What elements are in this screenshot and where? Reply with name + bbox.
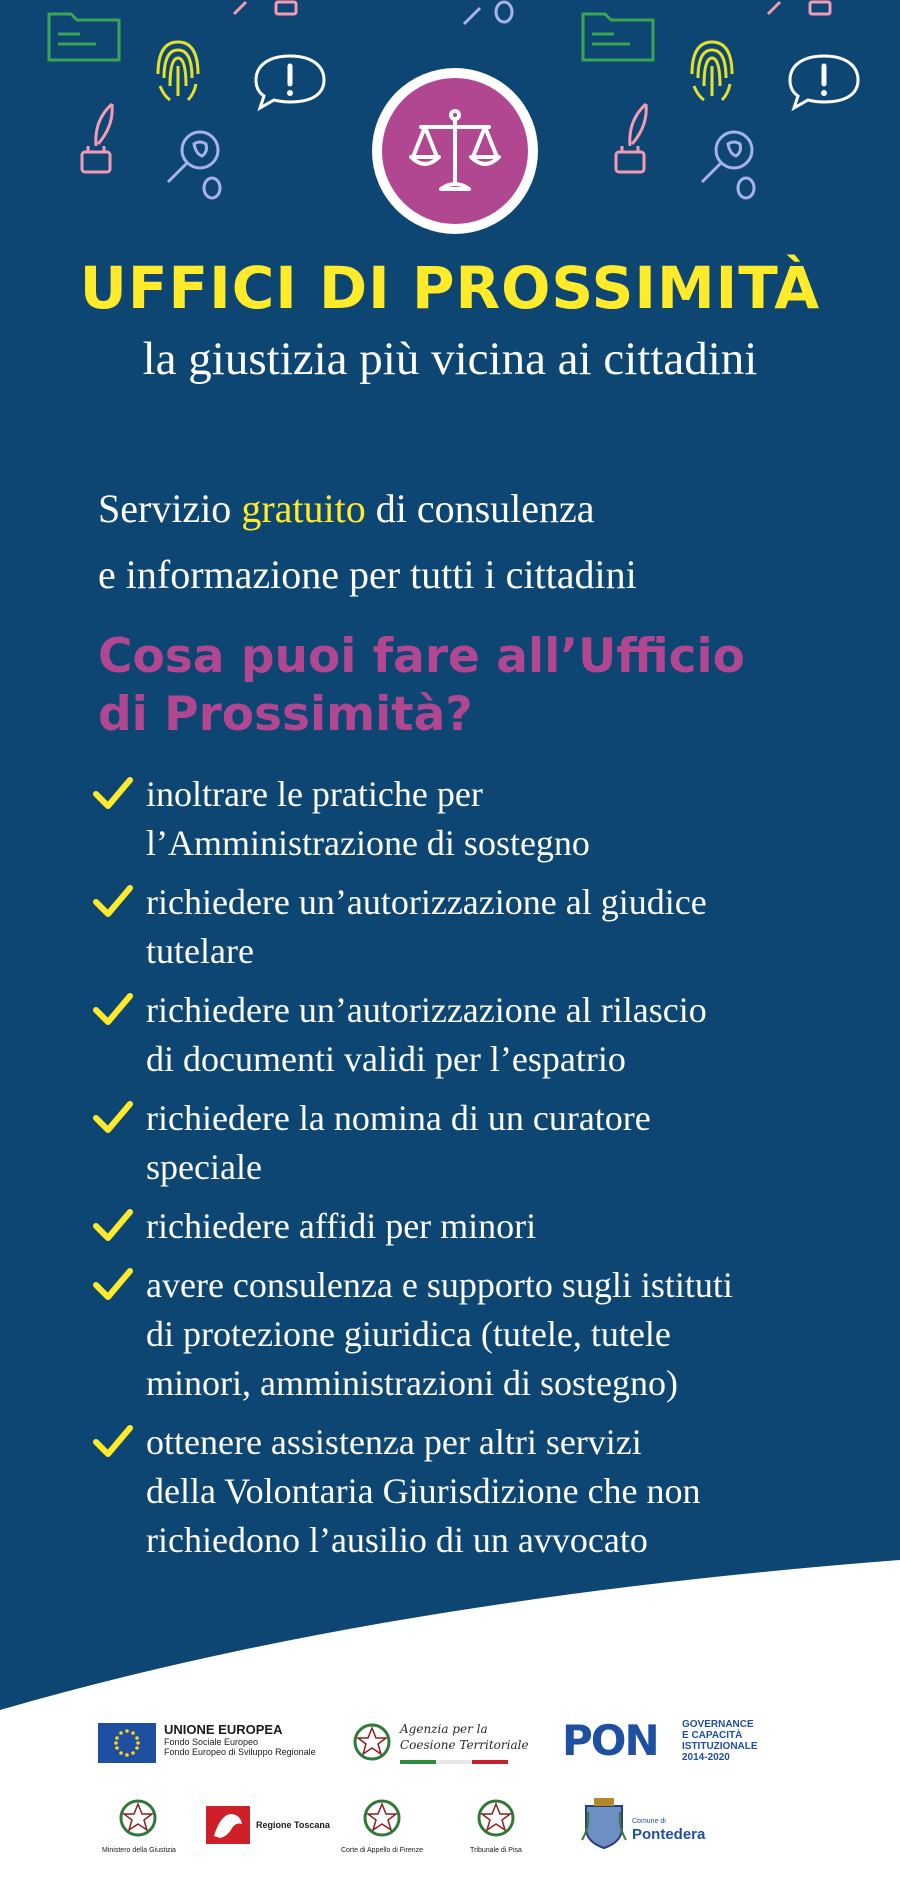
- checkmark-icon: [92, 992, 134, 1028]
- pon-logo: PON: [562, 1716, 658, 1765]
- magnifier-footprint-icon: [460, 0, 520, 30]
- court-appeal-label: Corte di Appello di Firenze: [340, 1847, 424, 1854]
- agency-logo-text: [400, 1721, 529, 1769]
- list-item-line: minori, amministrazioni di sostegno): [146, 1363, 678, 1403]
- region-label: Regione Toscana: [256, 1820, 330, 1830]
- italian-emblem-icon: [118, 1796, 158, 1840]
- list-item-line: richiedere affidi per minori: [146, 1206, 537, 1246]
- regione-toscana-logo: [206, 1806, 250, 1844]
- main-title: UFFICI DI PROSSIMITÀ: [79, 254, 821, 322]
- justice-badge: [372, 68, 538, 234]
- list-item-line: richiedere la nomina di un curatore: [146, 1098, 651, 1138]
- tricolor-bar: [400, 1760, 508, 1765]
- italian-emblem-icon: [476, 1796, 516, 1840]
- list-item-line: di protezione giuridica (tutele, tutele: [146, 1314, 671, 1354]
- checkmark-icon: [92, 884, 134, 920]
- checkmark-icon: [92, 1100, 134, 1136]
- checkmark-icon: [92, 1424, 134, 1460]
- magnifier-footprint-icon: [694, 124, 764, 204]
- list-item: [92, 1094, 852, 1192]
- folder-icon: [580, 4, 656, 64]
- ministry-label: Ministero della Giustizia: [102, 1847, 176, 1854]
- list-item-line: avere consulenza e supporto sugli istituti: [146, 1265, 733, 1305]
- eu-logo-text: [164, 1722, 316, 1757]
- fingerprint-icon: [684, 34, 740, 106]
- intro-text: [98, 476, 858, 608]
- eu-fund-1: Fondo Sociale Europeo: [164, 1737, 259, 1747]
- list-item: [92, 878, 852, 976]
- pon-line-4: 2014-2020: [682, 1752, 730, 1763]
- intro-line-1: [98, 476, 858, 542]
- comune-name: Pontedera: [632, 1826, 706, 1843]
- pon-line-3: ISTITUZIONALE: [682, 1741, 758, 1752]
- list-item-line: richiedere un’autorizzazione al rilascio: [146, 990, 707, 1030]
- alert-speech-bubble-icon: [252, 52, 328, 112]
- question-line-1: Cosa puoi fare all’Ufficio: [98, 629, 745, 684]
- folder-icon: [46, 4, 122, 64]
- eu-title: UNIONE EUROPEA: [164, 1722, 283, 1737]
- quill-inkpot-icon: [764, 0, 834, 20]
- pon-logo-text: [682, 1719, 758, 1763]
- list-item: [92, 1261, 852, 1408]
- city-crest-icon: [580, 1796, 628, 1850]
- alert-speech-bubble-icon: [786, 52, 862, 112]
- list-item-line: ottenere assistenza per altri servizi: [146, 1422, 642, 1462]
- list-item-line: tutelare: [146, 931, 254, 971]
- list-item-line: l’Amministrazione di sostegno: [146, 823, 590, 863]
- eu-flag-icon: [98, 1723, 156, 1763]
- checkmark-icon: [92, 776, 134, 812]
- checkmark-icon: [92, 1208, 134, 1244]
- list-item-line: inoltrare le pratiche per: [146, 774, 483, 814]
- list-item-line: speciale: [146, 1147, 262, 1187]
- intro-part-1: Servizio: [98, 486, 242, 531]
- intro-line-2: e informazione per tutti i cittadini: [98, 552, 637, 597]
- list-item-line: richiedono l’ausilio di un avvocato: [146, 1520, 648, 1560]
- italian-emblem-icon: [362, 1796, 402, 1840]
- list-item: [92, 986, 852, 1084]
- list-item: [92, 1202, 852, 1251]
- pon-line-1: GOVERNANCE: [682, 1719, 754, 1730]
- services-list: [92, 770, 852, 1575]
- quill-inkpot-icon: [230, 0, 300, 20]
- magnifier-footprint-icon: [160, 124, 230, 204]
- scales-of-justice-icon: [407, 103, 503, 199]
- pon-line-2: E CAPACITÀ: [682, 1730, 743, 1741]
- question-heading: [98, 628, 858, 744]
- intro-part-2: di consulenza: [365, 486, 595, 531]
- list-item-line: della Volontaria Giurisdizione che non: [146, 1471, 701, 1511]
- quill-inkpot-icon: [608, 100, 654, 178]
- list-item-line: di documenti validi per l’espatrio: [146, 1039, 626, 1079]
- eu-fund-2: Fondo Europeo di Sviluppo Regionale: [164, 1747, 316, 1757]
- italian-emblem-icon: [352, 1720, 392, 1764]
- list-item-line: richiedere un’autorizzazione al giudice: [146, 882, 707, 922]
- checkmark-icon: [92, 1267, 134, 1303]
- question-line-2: di Prossimità?: [98, 687, 473, 742]
- subtitle: la giustizia più vicina ai cittadini: [142, 333, 758, 385]
- comune-label: Comune di: [632, 1818, 666, 1825]
- agency-line-2: Coesione Territoriale: [400, 1738, 529, 1752]
- tribunal-label: Tribunale di Pisa: [470, 1847, 522, 1854]
- agency-line-1: Agenzia per la: [400, 1722, 488, 1736]
- list-item: [92, 770, 852, 868]
- badge-inner-circle: [382, 78, 528, 224]
- quill-inkpot-icon: [74, 100, 120, 178]
- fingerprint-icon: [150, 34, 206, 106]
- list-item: [92, 1418, 852, 1565]
- intro-highlight: gratuito: [241, 486, 366, 531]
